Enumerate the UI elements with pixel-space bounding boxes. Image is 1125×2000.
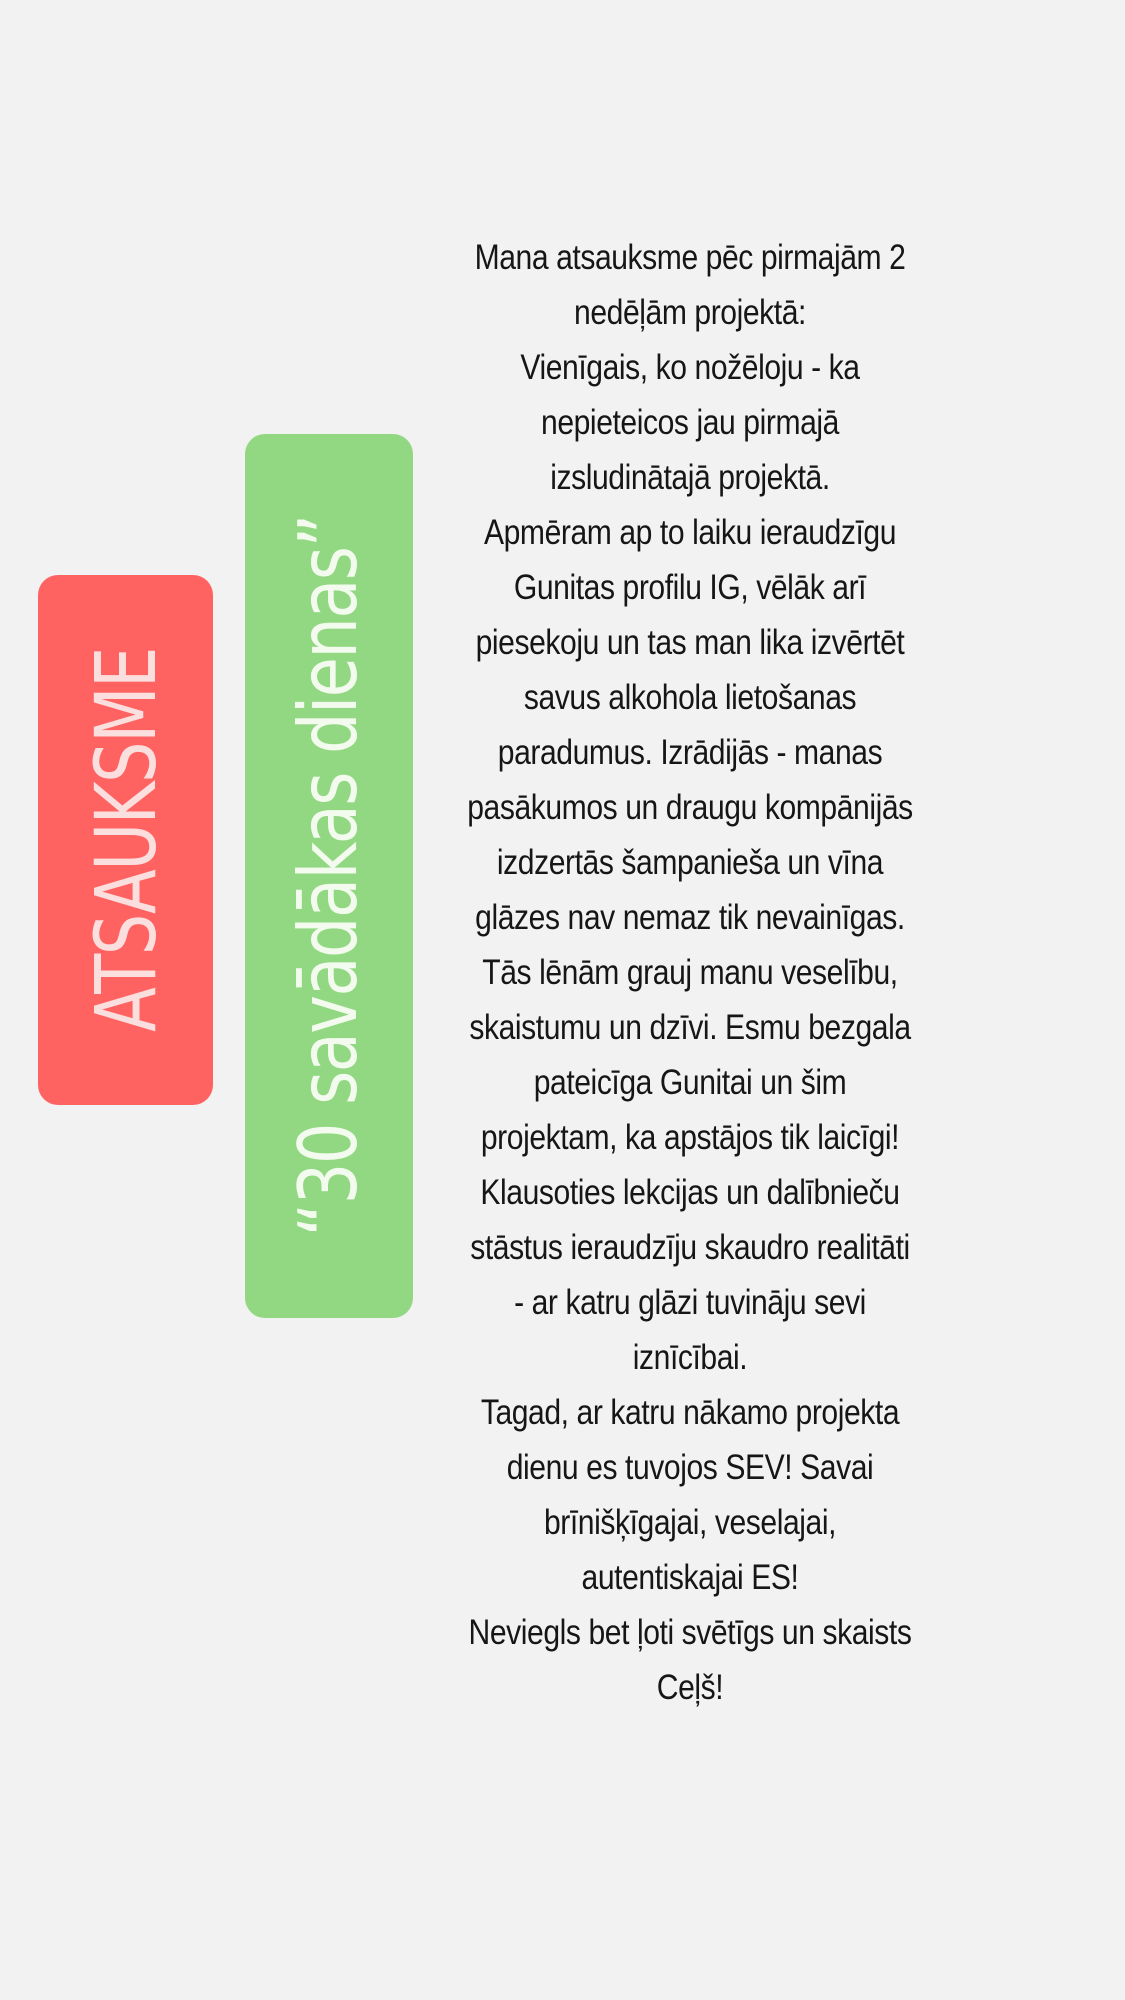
atsauksme-label-box: [38, 575, 213, 1105]
project-title-box: [245, 434, 413, 1318]
testimonial-paragraph: Neviegls bet ļoti svētīgs un skaists Ceļš!: [468, 1613, 912, 1707]
testimonial-paragraph: Apmēram ap to laiku ieraudzīgu Gunitas profilu IG, vēlāk arī piesekoju un tas man lika izvērtēt savus alkohola lietošanas paradumus. Izrādijās - manas pasākumos un draugu kompānijās izdzertās šampanieša un vīna glāzes nav nemaz tik nevainīgas. Tās lēnām grauj manu veselību, skaistumu un dzīvi. Esmu bezgala pateicīga Gunitai un šim projektam, ka apstājos tik laicīgi! Klausoties lekcijas un dalībnieču stāstus ieraudzīju skaudro realitāti - ar katru glāzi tuvināju sevi iznīcībai.: [467, 513, 913, 1377]
atsauksme-label: ATSAUKSME: [76, 648, 175, 1032]
testimonial-paragraph: Mana atsauksme pēc pirmajām 2 nedēļām projektā:: [474, 238, 906, 332]
testimonial-paragraph: Tagad, ar katru nākamo projekta dienu es tuvojos SEV! Savai brīnišķīgajai, veselajai, autentiskajai ES!: [480, 1393, 900, 1597]
project-title: “30 savādākas dienas”: [282, 515, 375, 1237]
testimonial-text: [462, 230, 917, 1715]
testimonial-paragraph: Vienīgais, ko nožēloju - ka nepieteicos jau pirmajā izsludinātajā projektā.: [520, 348, 860, 497]
